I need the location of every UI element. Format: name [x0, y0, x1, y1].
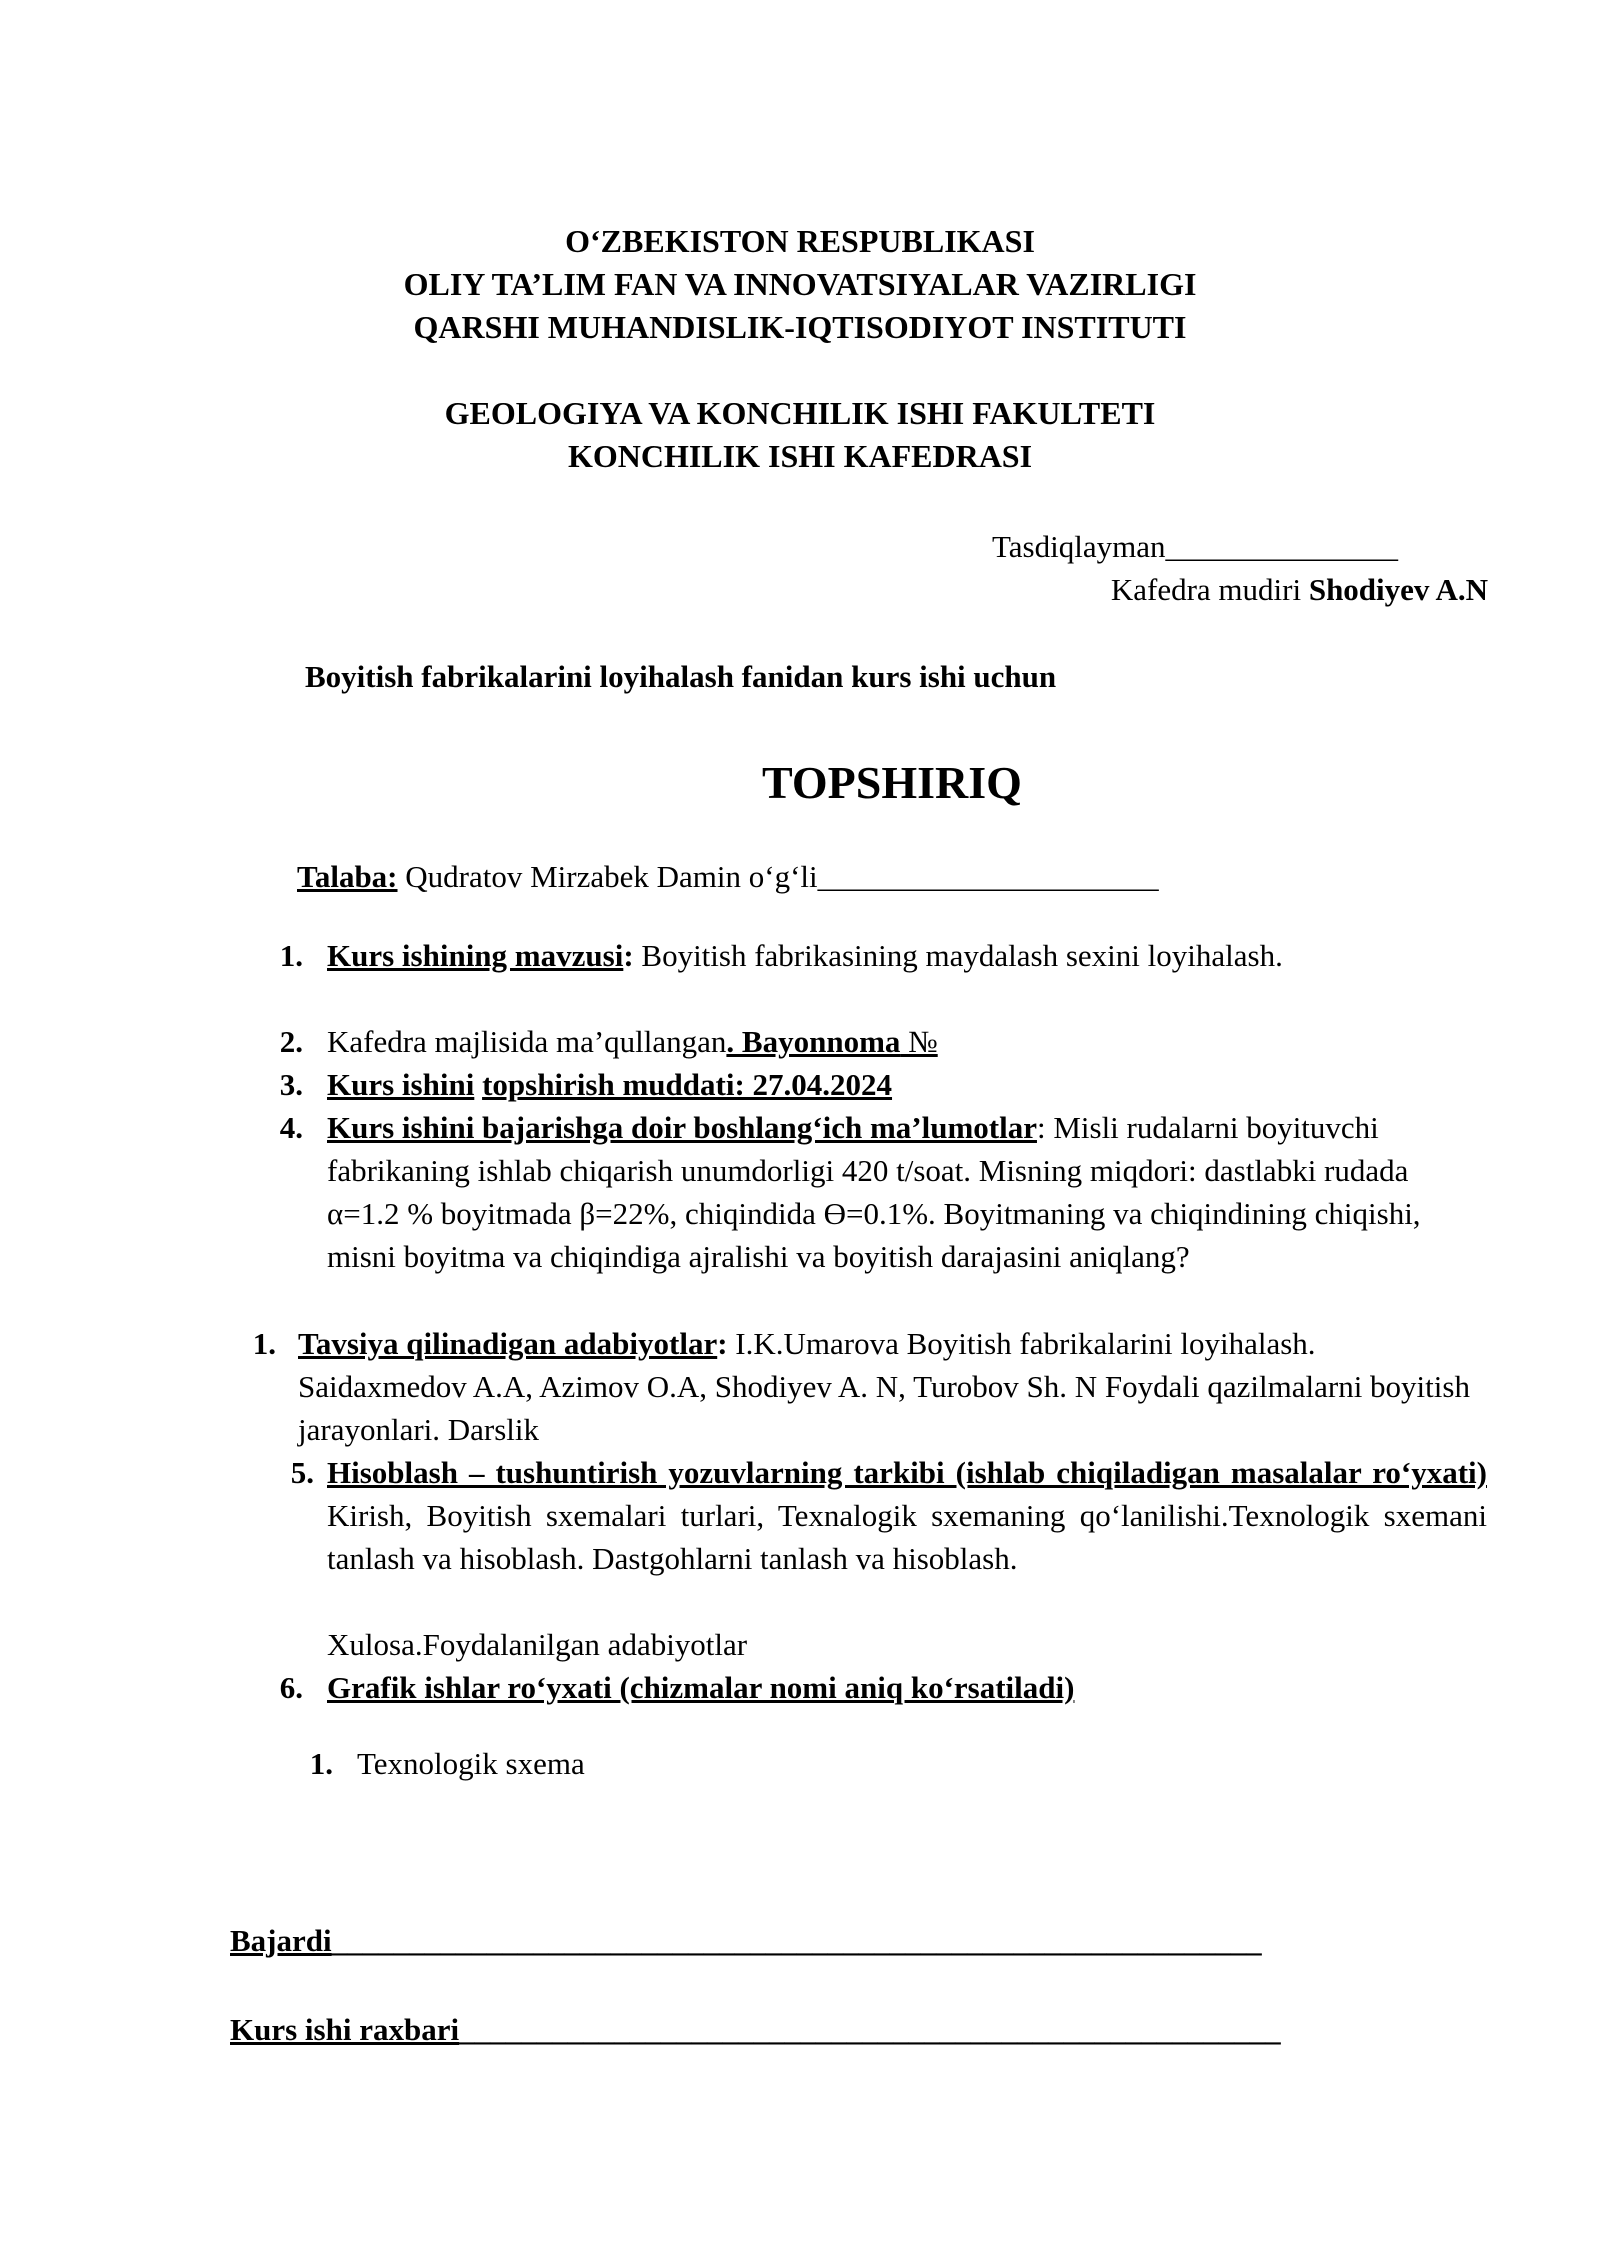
sublist-number: 1.: [309, 1746, 333, 1781]
approval-role: Kafedra mudiri: [1110, 572, 1309, 607]
item-text: Kirish, Boyitish sxemalari turlari, Texnalogik sxemaning qo‘lanilishi.Texnologik sxemani tanlash va hisoblash. Dastgohlarni tanlash va hisoblash.: [327, 1498, 1487, 1576]
signature-supervisor: [230, 2008, 1281, 2051]
approval-blank: _______________: [1165, 529, 1398, 564]
item-number-sign: №: [900, 1024, 938, 1059]
signature-done: [230, 1919, 1262, 1962]
item-text-continued: Xulosa.Foydalanilgan adabiyotlar: [327, 1627, 748, 1662]
item-colon: :: [623, 938, 634, 973]
student-line: [297, 855, 1159, 898]
ministry-name: OLIY TA’LIM FAN VA INNOVATSIYALAR VAZIRLIGI: [403, 266, 1197, 302]
document-subtitle: Boyitish fabrikalarini loyihalash fanidan kurs ishi uchun: [305, 659, 1057, 694]
item-colon: :: [717, 1326, 728, 1361]
signature-done-blank: ____________________________________________________________: [331, 1923, 1262, 1958]
item-label: Kurs ishini: [327, 1067, 475, 1102]
item-bayonnoma: . Bayonnoma: [726, 1024, 901, 1059]
ministry-country: O‘ZBEKISTON RESPUBLIKASI: [565, 223, 1035, 259]
item-label: Kurs ishining mavzusi: [327, 938, 624, 973]
item-number: 1.: [279, 938, 303, 973]
item-text: Kafedra majlisida ma’qullangan: [327, 1024, 727, 1059]
item-number: 5.: [290, 1455, 314, 1490]
student-name: Qudratov Mirzabek Damin o‘g‘li: [397, 859, 818, 894]
list-item: [327, 1063, 892, 1106]
signature-supervisor-blank: _____________________________________________________: [459, 2012, 1281, 2047]
institute-name: QARSHI MUHANDISLIK-IQTISODIYOT INSTITUTI: [413, 309, 1187, 345]
item-label: Grafik ishlar ro‘yxati (chizmalar nomi aniq ko‘rsatiladi): [327, 1670, 1075, 1705]
approval-line: [992, 525, 1398, 568]
item-number: 1.: [252, 1326, 276, 1361]
item-deadline: topshirish muddati: 27.04.2024: [482, 1067, 893, 1102]
list-item: [327, 1451, 1487, 1580]
item-number: 3.: [279, 1067, 303, 1102]
faculty-name: GEOLOGIYA VA KONCHILIK ISHI FAKULTETI: [444, 395, 1156, 431]
signature-done-label: Bajardi: [230, 1923, 332, 1958]
sublist-item: Texnologik sxema: [357, 1746, 585, 1781]
list-item: [327, 1020, 938, 1063]
signature-supervisor-label: Kurs ishi raxbari: [230, 2012, 460, 2047]
item-label: Kurs ishini bajarishga doir boshlang‘ich ma’lumotlar: [327, 1110, 1037, 1145]
item-label: Tavsiya qilinadigan adabiyotlar: [298, 1326, 718, 1361]
item-number: 4.: [279, 1110, 303, 1145]
approval-signer: [1111, 568, 1488, 611]
approval-label: Tasdiqlayman: [992, 529, 1166, 564]
item-number: 2.: [279, 1024, 303, 1059]
document-title: TOPSHIRIQ: [762, 757, 1022, 808]
approval-name: Shodiyev A.N: [1308, 572, 1488, 607]
item-number: 6.: [279, 1670, 303, 1705]
item-text: : Misli rudalarni boyituvchi fabrikaning ishlab chiqarish unumdorligi 420 t/soat. Misning miqdori: dastlabki rudada α=1.2 % boyitmada β=22%, chiqindida Ɵ=0.1%. Boyitmaning va chiqindining chiqishi, misni boyitma va chiqindiga ajralishi va boyitish darajasini aniqlang?: [327, 1110, 1421, 1274]
item-label: Hisoblash – tushuntirish yozuvlarning tarkibi (ishlab chiqiladigan masalalar ro‘yxati): [327, 1455, 1487, 1490]
item-text: I.K.Umarova Boyitish fabrikalarini loyihalash. Saidaxmedov A.A, Azimov O.A, Shodiyev A. N, Turobov Sh. N Foydali qazilmalarni boyitish jarayonlari. Darslik: [298, 1326, 1470, 1447]
student-label: Talaba:: [297, 859, 398, 894]
list-item: [327, 1106, 1487, 1278]
list-item: [327, 934, 1337, 977]
department-name: KONCHILIK ISHI KAFEDRASI: [567, 438, 1033, 474]
list-item: [298, 1322, 1478, 1451]
item-text: Boyitish fabrikasining maydalash sexini loyihalash.: [633, 938, 1283, 973]
student-blank: ______________________: [817, 859, 1159, 894]
